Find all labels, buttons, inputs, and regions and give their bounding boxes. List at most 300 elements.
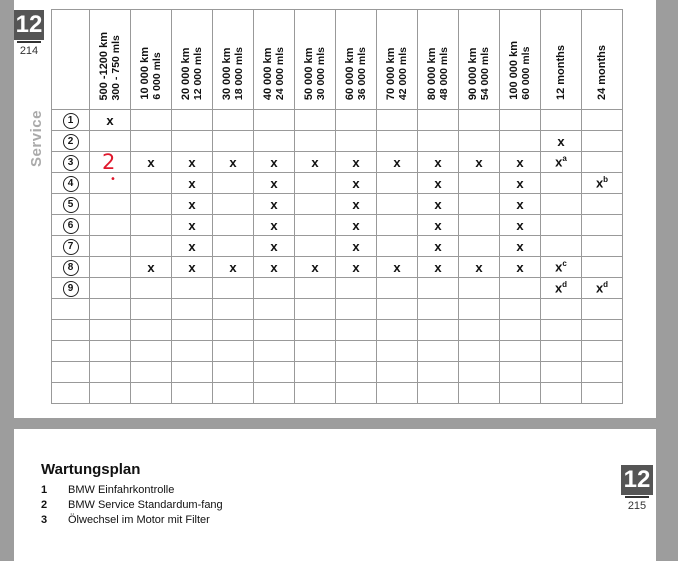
schedule-cell bbox=[336, 383, 377, 404]
schedule-cell bbox=[131, 173, 172, 194]
schedule-cell bbox=[418, 341, 459, 362]
row-number-cell bbox=[52, 362, 90, 383]
schedule-cell bbox=[377, 383, 418, 404]
schedule-cell bbox=[459, 152, 500, 173]
list-item bbox=[41, 499, 241, 512]
schedule-cell bbox=[418, 131, 459, 152]
service-mark: x bbox=[555, 259, 563, 275]
schedule-cell bbox=[418, 257, 459, 278]
schedule-cell bbox=[500, 383, 541, 404]
schedule-cell bbox=[254, 362, 295, 383]
schedule-cell bbox=[213, 110, 254, 131]
service-mark: x bbox=[434, 238, 442, 254]
schedule-cell bbox=[377, 152, 418, 173]
interval-km-label: 30 000 km bbox=[221, 47, 233, 100]
service-mark: x bbox=[311, 259, 319, 275]
service-mark: x bbox=[393, 259, 401, 275]
schedule-cell bbox=[541, 341, 582, 362]
schedule-cell bbox=[131, 236, 172, 257]
schedule-cell bbox=[582, 278, 623, 299]
schedule-cell bbox=[90, 236, 131, 257]
service-mark: x bbox=[147, 154, 155, 170]
interval-header bbox=[541, 10, 582, 110]
interval-header bbox=[295, 10, 336, 110]
page-number-2: 215 bbox=[627, 500, 647, 512]
table-row bbox=[52, 299, 623, 320]
schedule-cell bbox=[90, 383, 131, 404]
list-item-text: BMW Service Standardum-fang bbox=[68, 499, 223, 511]
maintenance-legend-list bbox=[41, 484, 241, 529]
schedule-cell bbox=[582, 173, 623, 194]
schedule-cell bbox=[90, 131, 131, 152]
row-number-cell bbox=[52, 299, 90, 320]
table-row bbox=[52, 110, 623, 131]
table-row bbox=[52, 236, 623, 257]
interval-header bbox=[254, 10, 295, 110]
schedule-cell bbox=[90, 194, 131, 215]
interval-km-label: 10 000 km bbox=[139, 47, 151, 100]
schedule-cell bbox=[500, 110, 541, 131]
service-mark: x bbox=[147, 259, 155, 275]
schedule-cell bbox=[336, 131, 377, 152]
service-mark: x bbox=[188, 154, 196, 170]
service-mark: x bbox=[188, 238, 196, 254]
list-item-number: 1 bbox=[41, 484, 48, 496]
schedule-cell bbox=[541, 131, 582, 152]
service-mark: x bbox=[188, 217, 196, 233]
schedule-cell bbox=[172, 341, 213, 362]
schedule-cell bbox=[254, 278, 295, 299]
schedule-cell bbox=[213, 236, 254, 257]
schedule-cell bbox=[90, 341, 131, 362]
schedule-cell bbox=[254, 194, 295, 215]
schedule-cell bbox=[295, 320, 336, 341]
schedule-cell bbox=[582, 236, 623, 257]
footnote-marker: c bbox=[562, 259, 567, 269]
footnote-marker: d bbox=[562, 280, 568, 290]
schedule-cell bbox=[254, 320, 295, 341]
schedule-cell bbox=[541, 383, 582, 404]
schedule-cell bbox=[418, 299, 459, 320]
schedule-cell bbox=[459, 173, 500, 194]
schedule-cell bbox=[131, 299, 172, 320]
manual-page-214 bbox=[14, 0, 656, 418]
service-mark: x bbox=[188, 259, 196, 275]
schedule-cell bbox=[336, 173, 377, 194]
schedule-cell bbox=[336, 299, 377, 320]
schedule-cell bbox=[172, 173, 213, 194]
schedule-cell bbox=[172, 194, 213, 215]
service-mark: x bbox=[229, 259, 237, 275]
service-mark: x bbox=[270, 154, 278, 170]
schedule-cell bbox=[254, 131, 295, 152]
schedule-cell bbox=[541, 173, 582, 194]
schedule-cell bbox=[459, 341, 500, 362]
schedule-cell bbox=[541, 152, 582, 173]
service-mark: x bbox=[434, 217, 442, 233]
interval-mls-label: 60 000 mls bbox=[520, 46, 532, 100]
schedule-cell bbox=[172, 257, 213, 278]
row-number-cell bbox=[52, 278, 90, 299]
chapter-number-box: 12 bbox=[15, 11, 43, 38]
handwritten-dot: • bbox=[110, 174, 116, 185]
schedule-cell bbox=[172, 131, 213, 152]
schedule-cell bbox=[336, 215, 377, 236]
schedule-cell bbox=[418, 320, 459, 341]
schedule-cell bbox=[213, 194, 254, 215]
schedule-cell bbox=[459, 383, 500, 404]
schedule-cell bbox=[172, 362, 213, 383]
schedule-cell bbox=[582, 194, 623, 215]
service-mark: x bbox=[555, 154, 563, 170]
schedule-cell bbox=[213, 173, 254, 194]
schedule-cell bbox=[377, 194, 418, 215]
schedule-cell bbox=[418, 194, 459, 215]
service-mark: x bbox=[475, 154, 483, 170]
schedule-cell bbox=[418, 278, 459, 299]
service-mark: x bbox=[270, 217, 278, 233]
schedule-cell bbox=[131, 110, 172, 131]
interval-mls-label: 42 000 mls bbox=[397, 46, 409, 100]
service-mark: x bbox=[434, 154, 442, 170]
schedule-cell bbox=[582, 320, 623, 341]
interval-header bbox=[418, 10, 459, 110]
manual-page-215 bbox=[14, 429, 656, 561]
table-header-row bbox=[52, 10, 623, 110]
schedule-cell bbox=[459, 278, 500, 299]
service-mark: x bbox=[270, 259, 278, 275]
schedule-cell bbox=[541, 278, 582, 299]
row-number-cell bbox=[52, 152, 90, 173]
schedule-cell bbox=[500, 236, 541, 257]
schedule-cell bbox=[582, 152, 623, 173]
schedule-cell bbox=[377, 320, 418, 341]
schedule-cell bbox=[336, 362, 377, 383]
schedule-cell bbox=[459, 215, 500, 236]
schedule-cell bbox=[459, 236, 500, 257]
row-number-circle: 6 bbox=[63, 218, 79, 234]
interval-mls-label: 24 000 mls bbox=[274, 46, 286, 100]
header-num-cell bbox=[52, 10, 90, 110]
interval-km-label: 12 months bbox=[555, 44, 567, 100]
schedule-cell bbox=[213, 215, 254, 236]
service-mark: x bbox=[516, 238, 524, 254]
interval-km-label: 80 000 km bbox=[426, 47, 438, 100]
schedule-cell bbox=[213, 383, 254, 404]
service-mark: x bbox=[516, 154, 524, 170]
list-item-text: BMW Einfahrkontrolle bbox=[68, 484, 175, 496]
schedule-cell bbox=[90, 257, 131, 278]
service-mark: x bbox=[595, 175, 604, 191]
schedule-cell bbox=[254, 110, 295, 131]
footnote-marker: d bbox=[603, 280, 609, 290]
schedule-cell bbox=[459, 320, 500, 341]
schedule-cell bbox=[336, 194, 377, 215]
schedule-cell bbox=[295, 215, 336, 236]
interval-mls-label: 30 000 mls bbox=[315, 46, 327, 100]
schedule-cell bbox=[295, 383, 336, 404]
schedule-cell bbox=[295, 299, 336, 320]
table-row bbox=[52, 341, 623, 362]
schedule-cell bbox=[582, 362, 623, 383]
row-number-cell bbox=[52, 320, 90, 341]
row-number-cell bbox=[52, 194, 90, 215]
schedule-cell bbox=[336, 257, 377, 278]
schedule-cell bbox=[459, 299, 500, 320]
schedule-cell bbox=[500, 173, 541, 194]
schedule-cell bbox=[500, 341, 541, 362]
schedule-cell bbox=[172, 110, 213, 131]
schedule-cell bbox=[131, 320, 172, 341]
service-mark: x bbox=[106, 112, 114, 128]
schedule-cell bbox=[418, 152, 459, 173]
service-mark: x bbox=[595, 280, 604, 296]
schedule-cell bbox=[377, 173, 418, 194]
schedule-cell bbox=[459, 131, 500, 152]
schedule-cell bbox=[295, 362, 336, 383]
schedule-cell bbox=[377, 131, 418, 152]
schedule-cell bbox=[295, 341, 336, 362]
schedule-cell bbox=[459, 110, 500, 131]
schedule-cell bbox=[500, 152, 541, 173]
schedule-cell bbox=[541, 236, 582, 257]
schedule-cell bbox=[582, 110, 623, 131]
list-item-text: Ölwechsel im Motor mit Filter bbox=[68, 514, 210, 526]
schedule-cell bbox=[377, 110, 418, 131]
schedule-cell bbox=[500, 131, 541, 152]
chapter-divider-2 bbox=[625, 496, 649, 498]
page-title: Wartungsplan bbox=[41, 461, 141, 478]
service-mark: x bbox=[270, 196, 278, 212]
schedule-cell bbox=[213, 131, 254, 152]
schedule-cell bbox=[254, 383, 295, 404]
schedule-cell bbox=[418, 215, 459, 236]
service-mark: x bbox=[475, 259, 483, 275]
schedule-cell bbox=[377, 278, 418, 299]
schedule-cell bbox=[213, 299, 254, 320]
schedule-cell bbox=[336, 152, 377, 173]
schedule-cell bbox=[418, 236, 459, 257]
service-mark: x bbox=[352, 217, 360, 233]
schedule-cell bbox=[172, 236, 213, 257]
schedule-cell bbox=[336, 110, 377, 131]
service-mark: x bbox=[188, 196, 196, 212]
row-number-circle: 3 bbox=[63, 155, 79, 171]
interval-header bbox=[336, 10, 377, 110]
interval-km-label: 50 000 km bbox=[303, 47, 315, 100]
schedule-cell bbox=[582, 299, 623, 320]
service-mark: x bbox=[516, 196, 524, 212]
schedule-cell bbox=[172, 299, 213, 320]
interval-km-label: 100 000 km bbox=[508, 41, 520, 100]
schedule-cell bbox=[131, 278, 172, 299]
service-mark: x bbox=[352, 259, 360, 275]
interval-km-label: 20 000 km bbox=[180, 47, 192, 100]
row-number-cell bbox=[52, 131, 90, 152]
table-row bbox=[52, 362, 623, 383]
schedule-cell bbox=[500, 362, 541, 383]
schedule-cell bbox=[213, 257, 254, 278]
schedule-cell bbox=[172, 278, 213, 299]
footnote-marker: a bbox=[562, 154, 567, 164]
schedule-cell bbox=[336, 278, 377, 299]
service-mark: x bbox=[352, 175, 360, 191]
schedule-cell bbox=[213, 341, 254, 362]
schedule-cell bbox=[582, 341, 623, 362]
schedule-cell bbox=[254, 173, 295, 194]
interval-header bbox=[459, 10, 500, 110]
table-row bbox=[52, 215, 623, 236]
service-mark: x bbox=[434, 175, 442, 191]
interval-km-label: 500 -1200 km bbox=[98, 31, 110, 100]
schedule-cell bbox=[541, 320, 582, 341]
interval-km-label: 90 000 km bbox=[467, 47, 479, 100]
interval-header bbox=[131, 10, 172, 110]
service-mark: x bbox=[393, 154, 401, 170]
schedule-cell bbox=[131, 131, 172, 152]
service-mark: x bbox=[557, 133, 565, 149]
schedule-cell bbox=[295, 278, 336, 299]
schedule-cell bbox=[213, 362, 254, 383]
interval-header bbox=[172, 10, 213, 110]
schedule-cell bbox=[541, 299, 582, 320]
service-mark: x bbox=[229, 154, 237, 170]
service-mark: x bbox=[516, 175, 524, 191]
schedule-cell bbox=[90, 215, 131, 236]
schedule-cell bbox=[254, 236, 295, 257]
service-mark: x bbox=[352, 238, 360, 254]
row-number-circle: 8 bbox=[63, 260, 79, 276]
interval-mls-label: 48 000 mls bbox=[438, 46, 450, 100]
service-mark: x bbox=[270, 175, 278, 191]
interval-mls-label: 36 000 mls bbox=[356, 46, 368, 100]
service-mark: x bbox=[516, 259, 524, 275]
service-mark: x bbox=[434, 259, 442, 275]
schedule-cell bbox=[418, 173, 459, 194]
list-item bbox=[41, 484, 241, 497]
schedule-cell bbox=[172, 215, 213, 236]
service-mark: x bbox=[434, 196, 442, 212]
schedule-cell bbox=[336, 236, 377, 257]
row-number-circle: 5 bbox=[63, 197, 79, 213]
row-number-cell bbox=[52, 341, 90, 362]
interval-header bbox=[500, 10, 541, 110]
interval-header bbox=[90, 10, 131, 110]
schedule-cell bbox=[213, 152, 254, 173]
row-number-cell bbox=[52, 110, 90, 131]
schedule-cell bbox=[213, 278, 254, 299]
schedule-cell bbox=[582, 215, 623, 236]
schedule-cell bbox=[131, 341, 172, 362]
schedule-cell bbox=[500, 215, 541, 236]
schedule-cell bbox=[90, 278, 131, 299]
schedule-cell bbox=[90, 362, 131, 383]
service-mark: x bbox=[554, 280, 563, 296]
schedule-cell bbox=[582, 383, 623, 404]
interval-mls-label: 12 000 mls bbox=[192, 46, 204, 100]
row-number-cell bbox=[52, 257, 90, 278]
row-number-cell bbox=[52, 215, 90, 236]
schedule-cell bbox=[418, 110, 459, 131]
schedule-cell bbox=[377, 299, 418, 320]
table-row bbox=[52, 257, 623, 278]
schedule-cell bbox=[295, 257, 336, 278]
service-mark: x bbox=[516, 217, 524, 233]
row-number-circle: 7 bbox=[63, 239, 79, 255]
row-number-circle: 4 bbox=[63, 176, 79, 192]
schedule-cell bbox=[459, 194, 500, 215]
schedule-cell bbox=[500, 257, 541, 278]
schedule-cell bbox=[541, 257, 582, 278]
interval-mls-label: 54 000 mls bbox=[479, 46, 491, 100]
schedule-cell bbox=[254, 215, 295, 236]
chapter-number-box-2: 12 bbox=[621, 465, 653, 495]
schedule-cell bbox=[295, 173, 336, 194]
list-item-number: 2 bbox=[41, 499, 48, 511]
row-number-cell bbox=[52, 383, 90, 404]
schedule-cell bbox=[90, 320, 131, 341]
table-row bbox=[52, 278, 623, 299]
schedule-cell bbox=[377, 236, 418, 257]
schedule-cell bbox=[582, 131, 623, 152]
schedule-cell bbox=[377, 341, 418, 362]
schedule-cell bbox=[336, 341, 377, 362]
row-number-circle: 2 bbox=[63, 134, 79, 150]
schedule-cell bbox=[377, 215, 418, 236]
interval-km-label: 60 000 km bbox=[344, 47, 356, 100]
schedule-cell bbox=[295, 110, 336, 131]
schedule-cell bbox=[90, 299, 131, 320]
schedule-cell bbox=[295, 236, 336, 257]
schedule-cell bbox=[500, 194, 541, 215]
row-number-circle: 1 bbox=[63, 113, 79, 129]
schedule-cell bbox=[336, 320, 377, 341]
schedule-cell bbox=[131, 194, 172, 215]
schedule-cell bbox=[377, 257, 418, 278]
footnote-marker: b bbox=[603, 175, 609, 185]
schedule-cell bbox=[131, 152, 172, 173]
schedule-cell bbox=[377, 362, 418, 383]
service-mark: x bbox=[311, 154, 319, 170]
interval-header bbox=[582, 10, 623, 110]
interval-km-label: 40 000 km bbox=[262, 47, 274, 100]
schedule-cell bbox=[172, 383, 213, 404]
table-row bbox=[52, 152, 623, 173]
interval-mls-label: 18 000 mls bbox=[233, 46, 245, 100]
table-row bbox=[52, 383, 623, 404]
row-number-circle: 9 bbox=[63, 281, 79, 297]
table-row bbox=[52, 173, 623, 194]
schedule-cell bbox=[295, 152, 336, 173]
interval-km-label: 70 000 km bbox=[385, 47, 397, 100]
schedule-cell bbox=[131, 215, 172, 236]
list-item bbox=[41, 514, 241, 527]
schedule-cell bbox=[418, 362, 459, 383]
schedule-cell bbox=[459, 362, 500, 383]
schedule-cell bbox=[295, 194, 336, 215]
section-label: Service bbox=[27, 110, 45, 167]
schedule-cell bbox=[582, 257, 623, 278]
schedule-cell bbox=[254, 299, 295, 320]
chapter-divider bbox=[17, 41, 41, 43]
schedule-cell bbox=[172, 320, 213, 341]
handwritten-note: 2 bbox=[102, 150, 116, 174]
schedule-cell bbox=[254, 341, 295, 362]
schedule-cell bbox=[541, 215, 582, 236]
schedule-cell bbox=[295, 131, 336, 152]
schedule-cell bbox=[541, 362, 582, 383]
row-number-cell bbox=[52, 173, 90, 194]
